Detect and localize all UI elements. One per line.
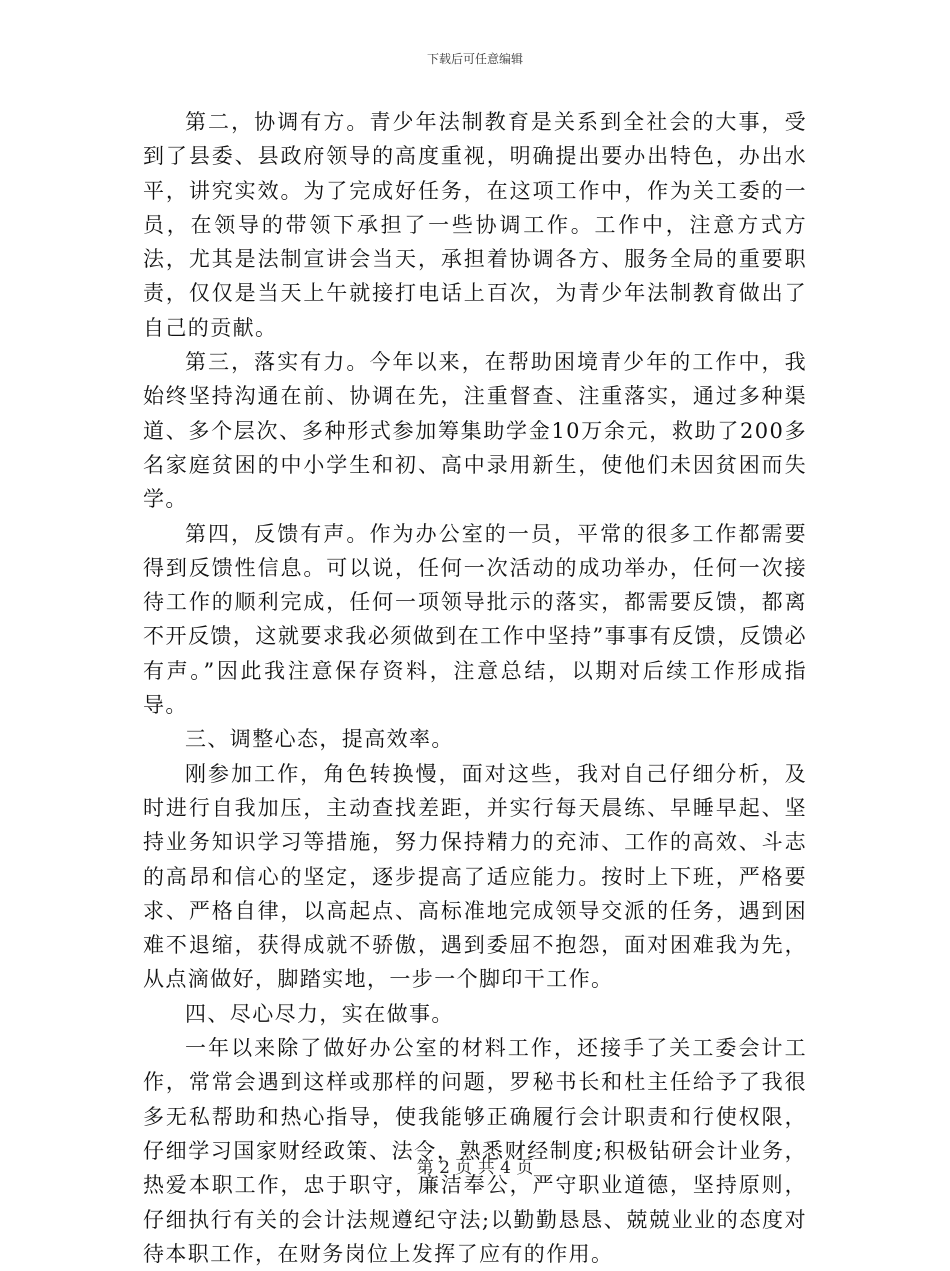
paragraph-implementation: 第三，落实有力。今年以来，在帮助困境青少年的工作中，我始终坚持沟通在前、协调在先，注重督查、注重落实，通过多种渠道、多个层次、多种形式参加筹集助学金10万余元，救助了200多名家庭贫困的中小学生和初、高中录用新生，使他们未因贫困而失学。 [143,350,807,512]
document-body [143,105,807,1271]
section-heading-adjust-mindset: 三、调整心态，提高效率。 [185,727,454,752]
paragraph-coordination: 第二，协调有方。青少年法制教育是关系到全社会的大事，受到了县委、县政府领导的高度重视，明确提出要办出特色，办出水平，讲究实效。为了完成好任务，在这项工作中，作为关工委的一员，在领导的带领下承担了一些协调工作。工作中，注意方式方法，尤其是法制宣讲会当天，承担着协调各方、服务全局的重要职责，仅仅是当天上午就接打电话上百次，为青少年法制教育做出了自己的贡献。 [143,110,807,340]
page-number-text: 第 2 页 共 4 页 [416,1158,534,1178]
section-heading-do-things: 四、尽心尽力，实在做事。 [185,1001,454,1026]
paragraph-accounting: 一年以来除了做好办公室的材料工作，还接手了关工委会计工作，常常会遇到这样或那样的问题，罗秘书长和杜主任给予了我很多无私帮助和热心指导，使我能够正确履行会计职责和行使权限，仔细学习国家财经政策、法令，熟悉财经制度;积极钻研会计业务，热爱本职工作，忠于职守，廉洁奉公，严守职业道德，坚持原则，仔细执行有关的会计法规遵纪守法;以勤勤恳恳、兢兢业业的态度对待本职工作，在财务岗位上发挥了应有的作用。 [143,1036,807,1266]
page-number-footer [0,1157,950,1179]
paragraph-feedback: 第四，反馈有声。作为办公室的一员，平常的很多工作都需要得到反馈性信息。可以说，任何一次活动的成功举办，任何一次接待工作的顺利完成，任何一项领导批示的落实，都需要反馈，都离不开反馈，这就要求我必须做到在工作中坚持”事事有反馈，反馈必有声。”因此我注意保存资料，注意总结，以期对后续工作形成指导。 [143,521,807,718]
paragraph-mindset: 刚参加工作，角色转换慢，面对这些，我对自己仔细分析，及时进行自我加压，主动查找差距，并实行每天晨练、早睡早起、坚持业务知识学习等措施，努力保持精力的充沛、工作的高效、斗志的高昂和信心的坚定，逐步提高了适应能力。按时上下班，严格要求、严格自律，以高起点、高标准地完成领导交派的任务，遇到困难不退缩，获得成就不骄傲，遇到委屈不抱怨，面对困难我为先，从点滴做好，脚踏实地，一步一个脚印干工作。 [143,761,807,992]
page-header: 下载后可任意编辑 [426,52,523,66]
